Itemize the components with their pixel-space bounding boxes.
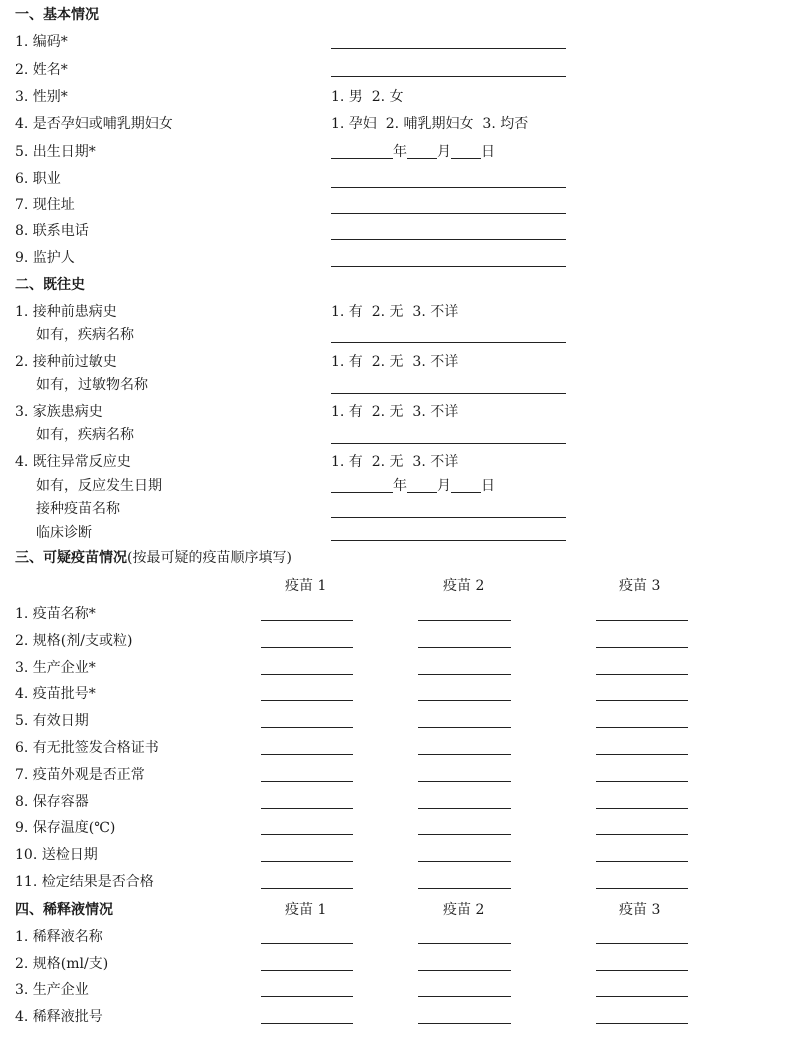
history-q4-sub1-label: 如有，反应发生日期 xyxy=(36,478,162,494)
sec3-vaccine-2-field[interactable] xyxy=(418,754,511,755)
code-field[interactable] xyxy=(331,48,566,49)
history-q3-sub-field[interactable] xyxy=(331,443,566,444)
sec3-column-2: 疫苗 2 xyxy=(443,578,485,594)
sec3-vaccine-1-field[interactable] xyxy=(261,861,353,862)
section-2-title: 二、既往史 xyxy=(15,277,85,293)
phone-field[interactable] xyxy=(331,239,566,240)
sec3-column-3: 疫苗 3 xyxy=(619,578,661,594)
sec4-vaccine-3-field[interactable] xyxy=(596,1023,688,1024)
sec3-vaccine-3-field[interactable] xyxy=(596,808,688,809)
sec3-vaccine-3-field[interactable] xyxy=(596,834,688,835)
phone-label: 8. 联系电话 xyxy=(15,223,89,239)
sec3-row-label: 10. 送检日期 xyxy=(15,847,98,864)
sec4-column-1: 疫苗 1 xyxy=(285,902,327,918)
history-q4-sub2-label: 接种疫苗名称 xyxy=(36,501,120,517)
sec3-row-label: 7. 疫苗外观是否正常 xyxy=(15,766,145,783)
section-3-title: 三、可疑疫苗情况(按最可疑的疫苗顺序填写) xyxy=(15,550,292,566)
sec4-vaccine-2-field[interactable] xyxy=(418,996,511,997)
birth-label: 5. 出生日期* xyxy=(15,144,96,160)
name-label: 2. 姓名* xyxy=(15,62,68,78)
reaction-date-field[interactable]: 年 月 日 xyxy=(331,478,495,494)
sec3-vaccine-1-field[interactable] xyxy=(261,754,353,755)
sec3-row-label: 2. 规格(剂/支或粒) xyxy=(15,632,133,649)
guardian-field[interactable] xyxy=(331,266,566,267)
code-label: 1. 编码* xyxy=(15,34,68,50)
section-3-note: (按最可疑的疫苗顺序填写) xyxy=(127,550,292,566)
gender-options[interactable]: 1. 男 2. 女 xyxy=(331,89,404,105)
sec3-vaccine-3-field[interactable] xyxy=(596,888,688,889)
sec3-vaccine-3-field[interactable] xyxy=(596,754,688,755)
sec3-vaccine-3-field[interactable] xyxy=(596,700,688,701)
address-label: 7. 现住址 xyxy=(15,197,75,213)
pregnant-label: 4. 是否孕妇或哺乳期妇女 xyxy=(15,116,173,132)
sec3-vaccine-1-field[interactable] xyxy=(261,674,353,675)
sec4-vaccine-3-field[interactable] xyxy=(596,970,688,971)
sec3-row-label: 5. 有效日期 xyxy=(15,713,89,730)
sec3-vaccine-2-field[interactable] xyxy=(418,861,511,862)
sec4-vaccine-3-field[interactable] xyxy=(596,943,688,944)
sec3-row-label: 1. 疫苗名称* xyxy=(15,606,96,622)
sec4-vaccine-1-field[interactable] xyxy=(261,996,353,997)
sec3-row-label: 11. 检定结果是否合格 xyxy=(15,874,154,890)
sec3-vaccine-3-field[interactable] xyxy=(596,727,688,728)
sec3-vaccine-2-field[interactable] xyxy=(418,700,511,701)
sec3-vaccine-2-field[interactable] xyxy=(418,727,511,728)
gender-label: 3. 性别* xyxy=(15,89,68,105)
sec3-row-label: 4. 疫苗批号* xyxy=(15,686,96,703)
sec3-vaccine-2-field[interactable] xyxy=(418,620,511,621)
sec3-vaccine-3-field[interactable] xyxy=(596,620,688,621)
sec4-row-label: 2. 规格(ml/支) xyxy=(15,955,109,972)
sec4-vaccine-1-field[interactable] xyxy=(261,943,353,944)
history-q2-sub-field[interactable] xyxy=(331,393,566,394)
guardian-label: 9. 监护人 xyxy=(15,250,75,266)
history-q2-options[interactable]: 1. 有 2. 无 3. 不详 xyxy=(331,354,459,370)
history-q4-sub3-label: 临床诊断 xyxy=(36,525,92,541)
sec4-row-label: 3. 生产企业 xyxy=(15,982,89,999)
sec3-vaccine-2-field[interactable] xyxy=(418,808,511,809)
sec4-column-3: 疫苗 3 xyxy=(619,902,661,918)
sec3-vaccine-1-field[interactable] xyxy=(261,781,353,782)
sec4-row-label: 4. 稀释液批号 xyxy=(15,1009,103,1026)
sec3-vaccine-1-field[interactable] xyxy=(261,647,353,648)
address-field[interactable] xyxy=(331,213,566,214)
sec3-vaccine-1-field[interactable] xyxy=(261,808,353,809)
sec3-vaccine-1-field[interactable] xyxy=(261,700,353,701)
sec3-vaccine-2-field[interactable] xyxy=(418,888,511,889)
sec4-column-2: 疫苗 2 xyxy=(443,902,485,918)
sec4-vaccine-3-field[interactable] xyxy=(596,996,688,997)
diagnosis-field[interactable] xyxy=(331,540,566,541)
sec4-vaccine-1-field[interactable] xyxy=(261,1023,353,1024)
history-q4-label: 4. 既往异常反应史 xyxy=(15,454,131,470)
history-q3-options[interactable]: 1. 有 2. 无 3. 不详 xyxy=(331,404,459,420)
sec3-vaccine-2-field[interactable] xyxy=(418,674,511,675)
history-q1-sub-field[interactable] xyxy=(331,342,566,343)
section-4-title: 四、稀释液情况 xyxy=(15,902,113,918)
history-q2-sub-label: 如有，过敏物名称 xyxy=(36,377,148,393)
birth-date-field[interactable]: 年 月 日 xyxy=(331,144,495,160)
sec3-vaccine-2-field[interactable] xyxy=(418,834,511,835)
sec3-vaccine-1-field[interactable] xyxy=(261,888,353,889)
sec3-vaccine-3-field[interactable] xyxy=(596,674,688,675)
sec3-vaccine-3-field[interactable] xyxy=(596,861,688,862)
vaccine-name-field[interactable] xyxy=(331,517,566,518)
history-q1-label: 1. 接种前患病史 xyxy=(15,304,117,320)
sec3-vaccine-2-field[interactable] xyxy=(418,781,511,782)
sec3-row-label: 3. 生产企业* xyxy=(15,659,96,676)
sec3-row-label: 8. 保存容器 xyxy=(15,793,89,810)
sec3-row-label: 9. 保存温度(℃) xyxy=(15,820,116,837)
sec3-column-1: 疫苗 1 xyxy=(285,578,327,594)
section-1-title: 一、基本情况 xyxy=(15,7,99,23)
occupation-field[interactable] xyxy=(331,187,566,188)
history-q3-label: 3. 家族患病史 xyxy=(15,404,103,420)
sec3-vaccine-1-field[interactable] xyxy=(261,620,353,621)
sec4-vaccine-2-field[interactable] xyxy=(418,970,511,971)
history-q1-options[interactable]: 1. 有 2. 无 3. 不详 xyxy=(331,304,459,320)
sec3-row-label: 6. 有无批签发合格证书 xyxy=(15,740,159,756)
history-q3-sub-label: 如有，疾病名称 xyxy=(36,427,134,443)
occupation-label: 6. 职业 xyxy=(15,171,61,187)
history-q4-options[interactable]: 1. 有 2. 无 3. 不详 xyxy=(331,454,459,470)
sec3-vaccine-2-field[interactable] xyxy=(418,647,511,648)
sec3-vaccine-3-field[interactable] xyxy=(596,781,688,782)
sec3-vaccine-1-field[interactable] xyxy=(261,727,353,728)
sec4-row-label: 1. 稀释液名称 xyxy=(15,929,103,945)
history-q1-sub-label: 如有，疾病名称 xyxy=(36,327,134,343)
name-field[interactable] xyxy=(331,76,566,77)
pregnant-options[interactable]: 1. 孕妇 2. 哺乳期妇女 3. 均否 xyxy=(331,116,529,132)
sec4-vaccine-2-field[interactable] xyxy=(418,943,511,944)
sec3-vaccine-1-field[interactable] xyxy=(261,834,353,835)
sec4-vaccine-1-field[interactable] xyxy=(261,970,353,971)
sec4-vaccine-2-field[interactable] xyxy=(418,1023,511,1024)
history-q2-label: 2. 接种前过敏史 xyxy=(15,354,117,370)
sec3-vaccine-3-field[interactable] xyxy=(596,647,688,648)
